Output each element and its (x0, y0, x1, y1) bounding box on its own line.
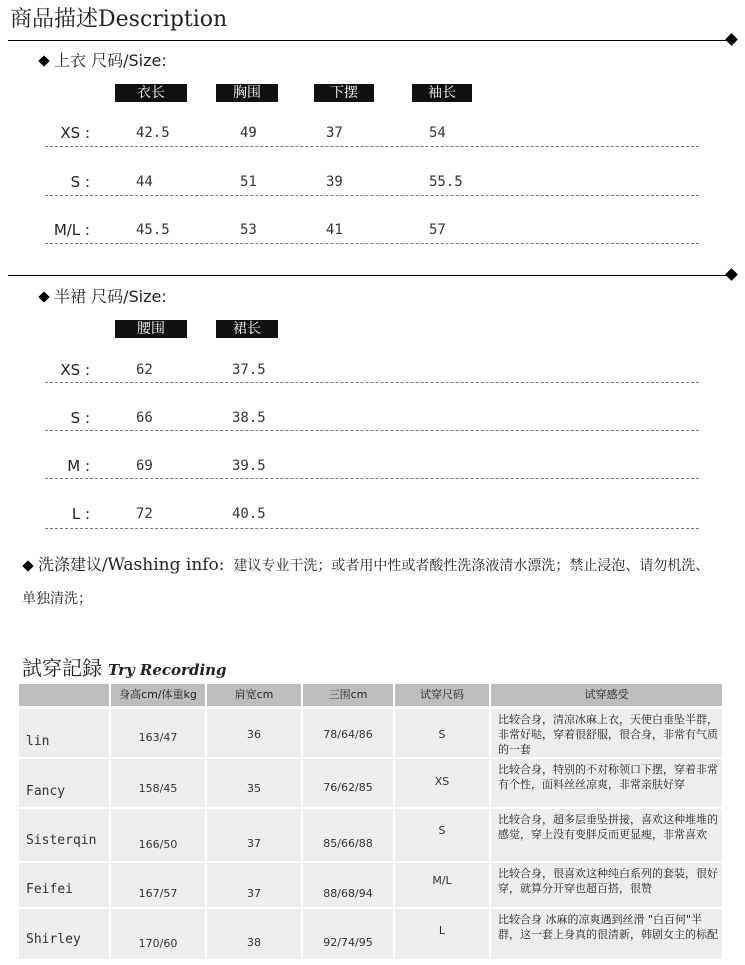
try-row-bg (19, 709, 109, 757)
top-cell: 37 (326, 125, 343, 141)
top-col-length: 衣长 (115, 84, 187, 102)
try-header-cell: 试穿尺码 (395, 684, 489, 706)
tester-feedback: 比较合身，超多层垂坠拼接，喜欢这种堆堆的感觉，穿上没有变胖反而更显瘦，非常喜欢 (498, 813, 718, 841)
try-header-cell: 三围cm (303, 684, 393, 706)
top-cell: 57 (429, 222, 446, 238)
tester-measurements: 88/68/94 (323, 887, 373, 900)
top-col-bust: 胸围 (216, 84, 278, 102)
diamond-bullet-icon (38, 291, 49, 302)
tester-measurements: 92/74/95 (323, 936, 373, 949)
diamond-bullet-icon (38, 55, 49, 66)
skirt-col-length: 裙长 (216, 320, 278, 338)
try-row-bg (303, 809, 393, 861)
skirt-cell: 72 (136, 506, 153, 522)
tester-feedback: 比较合身 冰麻的凉爽遇到丝滑 "白百何"半群，这一套上身真的很清新，韩剧女主的标配 (498, 913, 718, 941)
top-cell: 42.5 (136, 125, 170, 141)
tester-measurements: 76/62/85 (323, 781, 373, 794)
top-cell: 44 (136, 174, 153, 190)
top-cell: 45.5 (136, 222, 170, 238)
row-divider (45, 430, 699, 431)
tester-shoulder: 37 (247, 887, 261, 900)
top-cell: 39 (326, 174, 343, 190)
skirt-size-label: 半裙 尺码/Size: (36, 284, 167, 307)
skirt-cell: 66 (136, 410, 153, 426)
try-header-cell: 身高cm/体重kg (111, 684, 205, 706)
tester-shoulder: 37 (247, 837, 261, 850)
try-header-cell (19, 684, 109, 706)
try-row-bg (207, 809, 301, 861)
skirt-cell: 69 (136, 458, 153, 474)
tester-height-weight: 170/60 (138, 937, 178, 950)
divider-diamond (725, 33, 738, 46)
tester-name: Shirley (26, 932, 81, 947)
try-row-bg (111, 809, 205, 861)
skirt-cell: 38.5 (232, 410, 266, 426)
tester-size: S (438, 728, 446, 741)
skirt-row-size: S : (70, 409, 90, 427)
tester-height-weight: 167/57 (138, 887, 178, 900)
try-header-cell: 肩宽cm (207, 684, 301, 706)
top-cell: 49 (240, 125, 257, 141)
skirt-cell: 40.5 (232, 506, 266, 522)
page-title: 商品描述Description (10, 7, 228, 32)
top-col-hem: 下摆 (314, 84, 374, 102)
tester-size: M/L (432, 874, 452, 887)
washing-info: 洗涤建议/Washing info: 建议专业干洗；或者用中性或者酸性洗涤液清水漂洗；禁止浸泡、请勿机洗、单独清洗； (22, 555, 710, 607)
tester-size: S (438, 824, 446, 837)
row-divider (45, 195, 699, 196)
tester-feedback: 比较合身，很喜欢这种纯白系列的套装，很好穿，就算分开穿也超百搭，很赞 (498, 867, 718, 895)
tester-name: Feifei (26, 882, 73, 897)
skirt-row-size: M : (67, 457, 90, 475)
try-row-bg (19, 759, 109, 807)
tester-name: Sisterqin (26, 833, 97, 848)
skirt-cell: 62 (136, 362, 153, 378)
row-divider (45, 478, 699, 479)
row-divider (45, 146, 699, 147)
top-row-size: XS : (60, 124, 90, 142)
tester-height-weight: 166/50 (138, 838, 178, 851)
header-divider (8, 40, 730, 41)
top-cell: 51 (240, 174, 257, 190)
divider-diamond (725, 268, 738, 281)
try-row-bg (207, 863, 301, 907)
tester-feedback: 比较合身，清凉冰麻上衣，天使白垂坠半群，非常好哒，穿着很舒服，很合身，非常有气质的一套 (498, 713, 718, 756)
try-recording-title: 試穿記録 Try Recording (22, 656, 227, 680)
try-row-bg (303, 909, 393, 959)
skirt-row-size: L : (71, 505, 90, 523)
top-row-size: S : (70, 173, 90, 191)
skirt-cell: 39.5 (232, 458, 266, 474)
top-col-sleeve: 袖长 (412, 84, 472, 102)
skirt-row-size: XS : (60, 361, 90, 379)
section-divider (8, 275, 730, 276)
tester-size: L (438, 924, 446, 937)
tester-measurements: 85/66/88 (323, 837, 373, 850)
skirt-cell: 37.5 (232, 362, 266, 378)
washing-text: 建议专业干洗；或者用中性或者酸性洗涤液清水漂洗；禁止浸泡、请勿机洗、单独清洗； (22, 558, 710, 607)
row-divider (45, 243, 699, 244)
top-cell: 54 (429, 125, 446, 141)
tester-size: XS (434, 775, 450, 788)
top-size-label: 上衣 尺码/Size: (36, 48, 167, 71)
try-row-bg (207, 909, 301, 959)
tester-shoulder: 35 (247, 782, 261, 795)
try-row-bg (111, 909, 205, 959)
tester-measurements: 78/64/86 (323, 728, 373, 741)
tester-shoulder: 38 (247, 936, 261, 949)
row-divider (45, 382, 699, 383)
tester-shoulder: 36 (247, 728, 261, 741)
try-header-cell: 试穿感受 (491, 684, 722, 706)
skirt-col-waist: 腰围 (115, 320, 187, 338)
tester-name: lin (26, 734, 50, 749)
top-cell: 55.5 (429, 174, 463, 190)
try-row-bg (303, 863, 393, 907)
top-cell: 41 (326, 222, 343, 238)
tester-name: Fancy (26, 784, 66, 799)
tester-height-weight: 158/45 (138, 782, 178, 795)
top-cell: 53 (240, 222, 257, 238)
tester-feedback: 比较合身，特别的不对称领口下摆，穿着非常有个性，面料丝丝凉爽，非常亲肤好穿 (498, 763, 718, 791)
row-divider (45, 528, 699, 529)
tester-height-weight: 163/47 (138, 731, 178, 744)
top-row-size: M/L : (53, 221, 90, 239)
diamond-bullet-icon (22, 560, 33, 571)
try-row-bg (111, 863, 205, 907)
